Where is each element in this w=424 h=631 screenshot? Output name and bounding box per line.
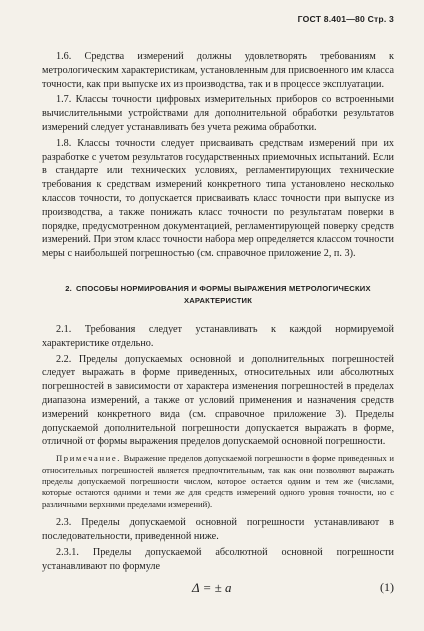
formula-expression: Δ = ± a bbox=[192, 580, 232, 596]
note-text: Выражение пределов допускаемой погрешности в форме приведенных и относительных погрешностей является предпочтительным, так как они позволяют выражать пределы допускаемой погрешности числом, которое остается одним и тем же (числами, которые остаются одними и теми же для средств измерений одного уровня точности, но с различными верхними пределами измерений). bbox=[42, 453, 394, 509]
note-block bbox=[42, 453, 394, 510]
document-body bbox=[42, 50, 394, 605]
formula bbox=[42, 579, 394, 605]
paragraph-2-3: 2.3. Пределы допускаемой основной погрешности устанавливают в последовательности, приведенной ниже. bbox=[42, 517, 394, 542]
paragraph-2-1: 2.1. Требования следует устанавливать к каждой нормируемой характеристике отдельно. bbox=[42, 323, 394, 349]
paragraph-1-6: 1.6. Средства измерений должны удовлетворять требованиям к метрологическим характеристикам, установленным для присвоенного им класса точности, как при выпуске их из производства, так и в процессе эксплуатации. bbox=[42, 51, 394, 90]
paragraph-1-7: 1.7. Классы точности цифровых измерительных приборов со встроенными вычислительными устройствами для дополнительной обработки результатов измерений следует устанавливать без учета режима обработки. bbox=[42, 94, 394, 133]
formula-number: (1) bbox=[380, 580, 394, 595]
section-title: СПОСОБЫ НОРМИРОВАНИЯ И ФОРМЫ ВЫРАЖЕНИЯ МЕТРОЛОГИЧЕСКИХ ХАРАКТЕРИСТИК bbox=[75, 283, 371, 305]
note-label: Примечание. bbox=[56, 453, 122, 464]
paragraph-2-3-1: 2.3.1. Пределы допускаемой абсолютной основной погрешности устанавливают по формуле bbox=[42, 546, 394, 572]
page-header: ГОСТ 8.401—80 Стр. 3 bbox=[297, 14, 394, 24]
section-number: 2. bbox=[65, 283, 72, 293]
paragraph-1-8: 1.8. Классы точности следует присваивать средствам измерений при их разработке с учетом результатов государственных приемочных испытаний. Если в стандарте или технических условиях, регламентирующих технические требования к средствам измерений конкретного типа установлено несколько классов точности, то допускается присваивать класс точности при выпуске из производства, а также понижать класс точности по результатам поверки в порядке, предусмотренном документацией, регламентирующей поверку средств измерений. При этом класс точности набора мер определяется классом точности меры с наибольшей погрешностью (см. справочное приложение 2, п. 3). bbox=[42, 137, 394, 260]
paragraph-2-2: 2.2. Пределы допускаемых основной и дополнительных погрешностей следует выражать в форме приведенных, относительных или абсолютных погрешностей в зависимости от характера изменения погрешностей в пределах диапазона измерений, а также от условий применения и назначения средств измерений конкретного вида (см. справочное приложение 3). Пределы допускаемой дополнительной погрешности допускается выражать в форме, отличной от формы выражения пределов допускаемой основной погрешности. bbox=[42, 353, 394, 448]
section-heading bbox=[42, 283, 394, 307]
